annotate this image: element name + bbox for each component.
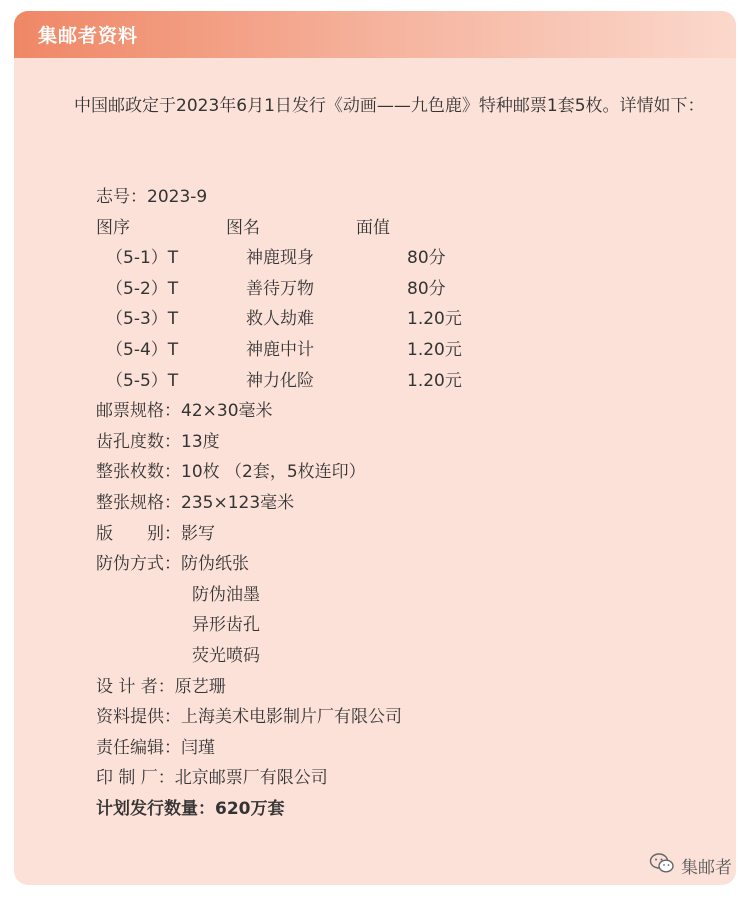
issue-number: 志号：2023-9: [96, 187, 208, 207]
sheet-count: 整张枚数：10枚 （2套，5枚连印）: [96, 462, 366, 483]
perforation: 齿孔度数：13度: [96, 431, 220, 452]
stamp-name: 善待万物: [246, 278, 314, 299]
anti-fake-item: 防伪油墨: [192, 584, 260, 605]
stamp-no: （5-5）T: [106, 370, 179, 391]
table-row: [96, 243, 716, 274]
table-row: [96, 366, 716, 397]
table-row: [96, 304, 716, 335]
stamp-name: 神力化险: [246, 370, 314, 391]
stamp-no: （5-1）T: [106, 248, 179, 269]
material-provider: 资料提供：上海美术电影制片厂有限公司: [96, 707, 402, 728]
sheet-spec: 整张规格：235×123毫米: [96, 492, 295, 513]
header-value: 面值: [356, 217, 390, 238]
table-row: [96, 335, 716, 366]
wechat-icon: [649, 852, 675, 879]
details-list: [96, 182, 716, 824]
watermark-text: 集邮者: [681, 858, 732, 878]
stamp-value: 80分: [407, 248, 446, 269]
anti-fake-item: 荧光喷码: [192, 645, 260, 666]
table-header: [96, 213, 716, 244]
anti-fake-item: 异形齿孔: [192, 615, 260, 636]
printer: 印 制 厂：北京邮票厂有限公司: [96, 768, 328, 789]
intro-paragraph: 中国邮政定于2023年6月1日发行《动画——九色鹿》特种邮票1套5枚。详情如下：: [74, 96, 705, 116]
printing-method: 版 别：影写: [96, 523, 215, 544]
stamp-no: （5-3）T: [106, 309, 179, 330]
stamp-no: （5-4）T: [106, 339, 179, 360]
stamp-value: 1.20元: [407, 339, 462, 360]
card-title: 集邮者资料: [38, 25, 139, 47]
card-header: [14, 11, 736, 58]
responsible-editor: 责任编辑：闫瑾: [96, 737, 215, 758]
stamp-value: 80分: [407, 278, 446, 299]
anti-fake-method: 防伪方式：防伪纸张: [96, 554, 249, 575]
issue-quantity: 计划发行数量：620万套: [96, 798, 285, 819]
stamp-name: 救人劫难: [246, 309, 314, 330]
stamp-name: 神鹿现身: [246, 248, 314, 269]
stamp-value: 1.20元: [407, 309, 462, 330]
stamp-no: （5-2）T: [106, 278, 179, 299]
designer: 设 计 者：原艺珊: [96, 676, 226, 697]
stamp-name: 神鹿中计: [246, 339, 314, 360]
watermark: [649, 852, 732, 879]
info-card: [14, 11, 736, 885]
header-name: 图名: [226, 217, 260, 238]
table-row: [96, 274, 716, 305]
stamp-value: 1.20元: [407, 370, 462, 391]
stamp-spec: 邮票规格：42×30毫米: [96, 401, 273, 422]
header-no: 图序: [96, 217, 130, 238]
